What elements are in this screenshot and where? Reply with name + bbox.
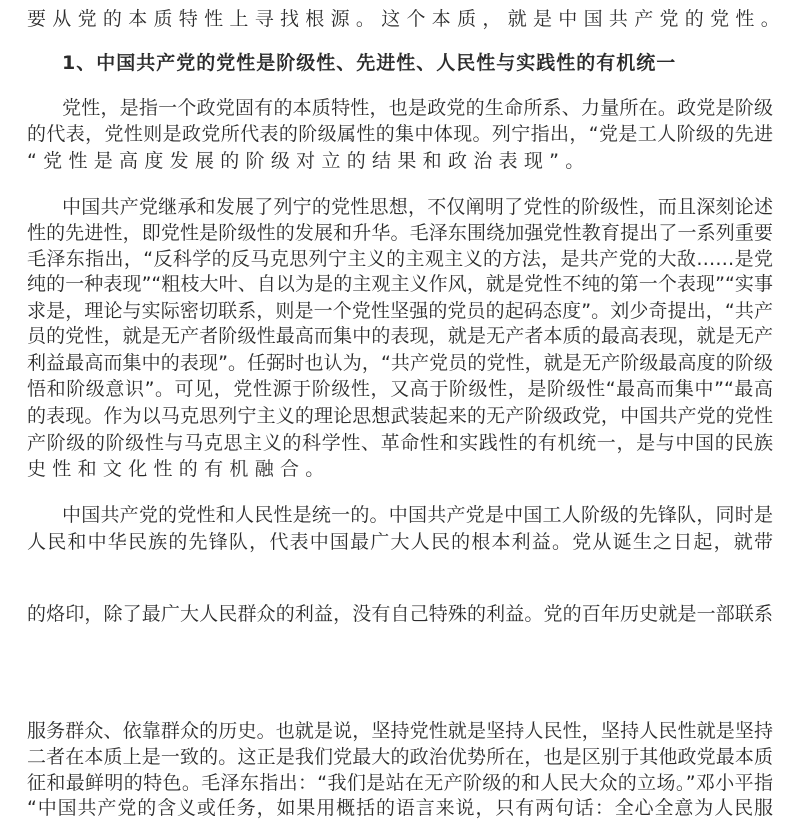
- text-line: 纯的一种表现”“粗枝大叶、自以为是的主观主义作风，就是党性不纯的第一个表现”“实事: [27, 273, 773, 295]
- text-line: 服务群众、依靠群众的历史。也就是说，坚持党性就是坚持人民性，坚持人民性就是坚持: [27, 720, 773, 742]
- text-line: 悟和阶级意识”。可见，党性源于阶级性，又高于阶级性，是阶级性“最高而集中”“最高: [27, 378, 773, 400]
- text-line: 性的先进性，即党性是阶级性的发展和升华。毛泽东围绕加强党性教育提出了一系列重要: [27, 222, 773, 244]
- text-line: 史性和文化性的有机融合。: [27, 458, 331, 480]
- text-line: 员的党性，就是无产者阶级性最高而集中的表现，就是无产者本质的最高表现，就是无产: [27, 325, 773, 347]
- text-line: 利益最高而集中的表现”。任弼时也认为，“共产党员的党性，就是无产阶级最高度的阶级: [27, 352, 773, 374]
- text-line: “中国共产党的含义或任务，如果用概括的语言来说，只有两句话：全心全意为人民服: [27, 797, 773, 819]
- text-line: 中国共产党的党性和人民性是统一的。中国共产党是中国工人阶级的先锋队，同时是: [62, 504, 773, 526]
- text-line: 的表现。作为以马克思列宁主义的理论思想武装起来的无产阶级政党，中国共产党的党性: [27, 405, 773, 427]
- text-line: 二者在本质上是一致的。这正是我们党最大的政治优势所在，也是区别于其他政党最本质: [27, 746, 773, 768]
- text-line: 人民和中华民族的先锋队，代表中国最广大人民的根本利益。党从诞生之日起，就带: [27, 531, 773, 553]
- text-line: 的代表，党性则是政党所代表的阶级属性的集中体现。列宁指出，“党是工人阶级的先进: [27, 123, 773, 145]
- text-line: 求是，理论与实际密切联系，则是一个党性坚强的党员的起码态度”。刘少奇提出，“共产: [27, 300, 773, 322]
- text-line: 产阶级的阶级性与马克思主义的科学性、革命性和实践性的有机统一，是与中国的民族: [27, 432, 773, 454]
- intro-line: 要从党的本质特性上寻找根源。这个本质，就是中国共产党的党性。: [27, 8, 787, 30]
- text-line: 中国共产党继承和发展了列宁的党性思想，不仅阐明了党性的阶级性，而且深刻论述: [62, 196, 773, 218]
- text-line: 征和最鲜明的特色。毛泽东指出：“我们是站在无产阶级的和人民大众的立场。”邓小平指: [27, 772, 773, 794]
- text-line: 党性，是指一个政党固有的本质特性，也是政党的生命所系、力量所在。政党是阶级: [62, 97, 773, 119]
- text-line: 毛泽东指出，“反科学的反马克思列宁主义的主观主义的方法，是共产党的大敌……是党: [27, 248, 773, 270]
- text-line: 的烙印，除了最广大人民群众的利益，没有自己特殊的利益。党的百年历史就是一部联系: [27, 603, 773, 625]
- text-line: “党性是高度发展的阶级对立的结果和政治表现”。: [27, 150, 591, 172]
- section-heading: 1、中国共产党的党性是阶级性、先进性、人民性与实践性的有机统一: [62, 52, 677, 74]
